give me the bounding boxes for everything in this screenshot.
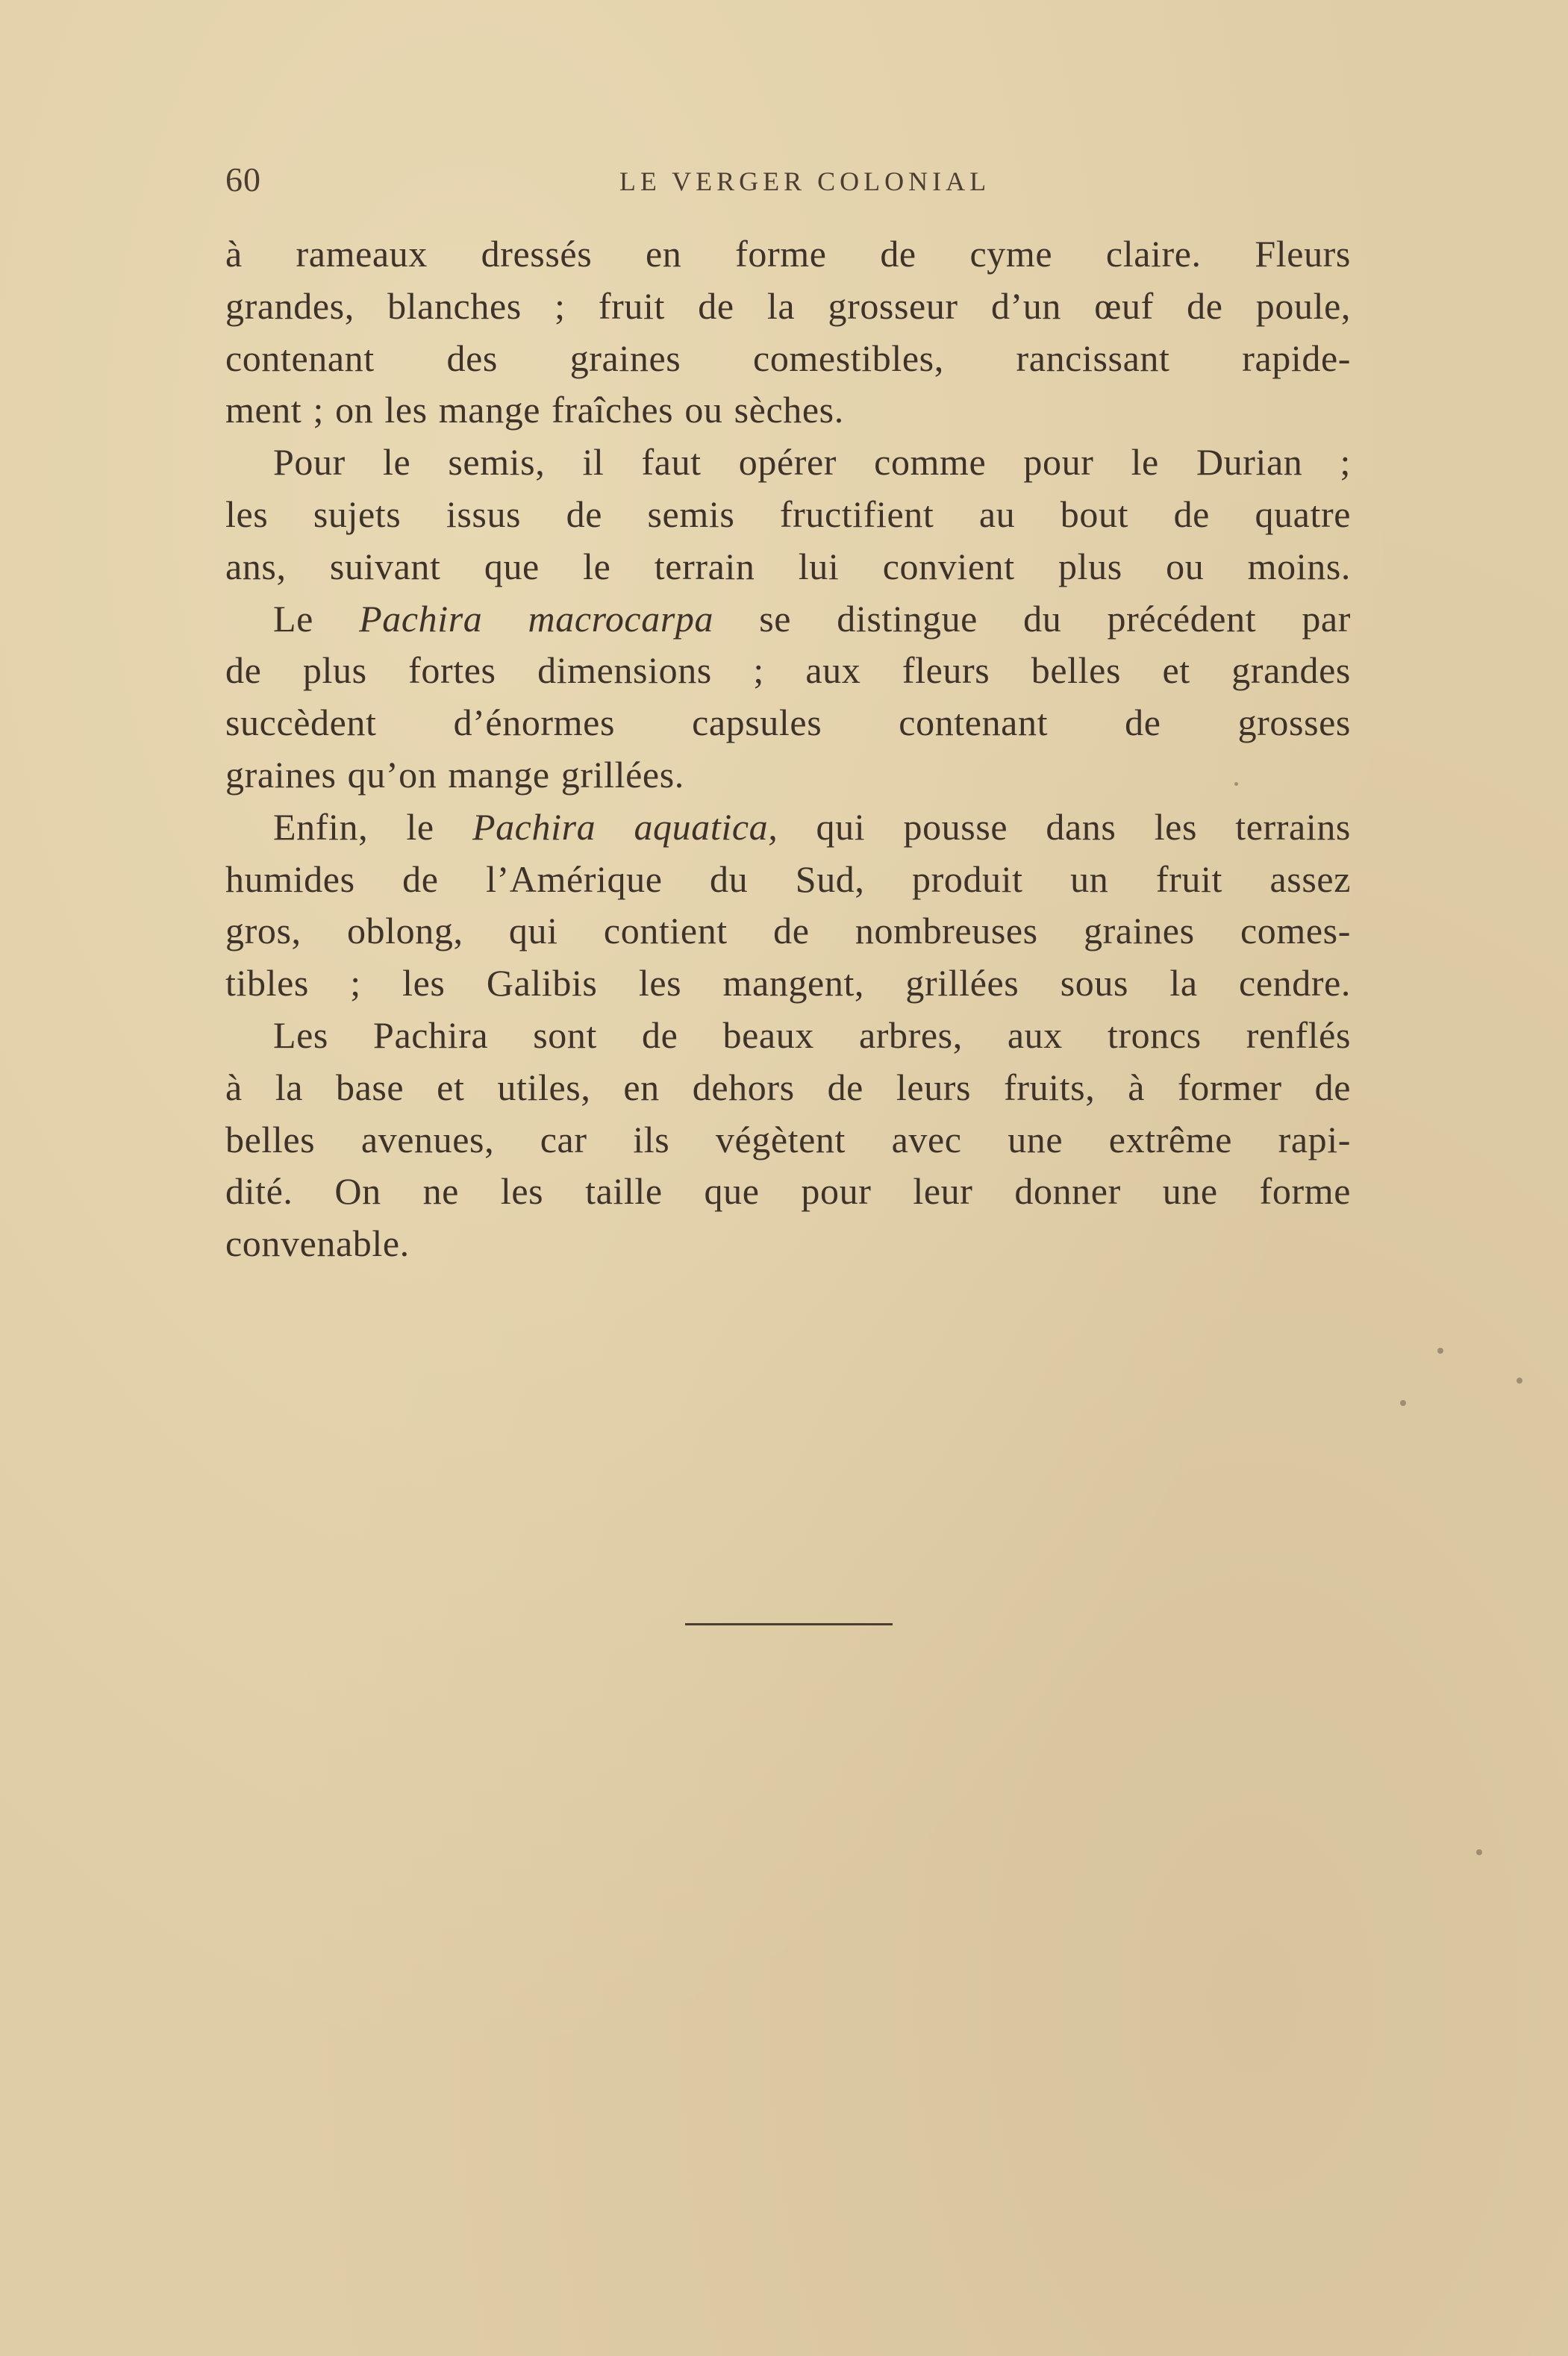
text-line: les sujets issus de semis fructifient au bout de quatre <box>225 493 1351 535</box>
text-line: à la base et utiles, en dehors de leurs fruits, à former de <box>225 1066 1351 1108</box>
body-text <box>225 228 1351 1270</box>
running-head <box>225 160 1351 204</box>
paper-speck <box>1234 782 1238 786</box>
text-line: dité. On ne les taille que pour leur donner une forme <box>225 1170 1351 1213</box>
text-line: à rameaux dressés en forme de cyme claire. Fleurs <box>225 233 1351 275</box>
page-number: 60 <box>225 160 261 199</box>
species-name-italic: Pachira aquatica, <box>472 805 778 848</box>
text-line: belles avenues, car ils végètent avec une extrême rapi- <box>225 1118 1351 1160</box>
text-line <box>225 802 1351 854</box>
paper-speck <box>1437 1348 1443 1354</box>
paper-speck <box>1476 1849 1482 1855</box>
text-line: grandes, blanches ; fruit de la grosseur d’un œuf de poule, <box>225 284 1351 327</box>
text-line: gros, oblong, qui contient de nombreuses graines comes- <box>225 910 1351 952</box>
text-line: tibles ; les Galibis les mangent, grillées sous la cendre. <box>225 962 1351 1004</box>
text-line: graines qu’on mange grillées. <box>225 753 684 796</box>
paper-speck <box>1400 1400 1406 1406</box>
text-line: humides de l’Amérique du Sud, produit un fruit assez <box>225 857 1351 900</box>
chapter-end-rule <box>685 1623 893 1625</box>
text-run: se distingue du précédent par <box>713 597 1351 640</box>
text-line: ment ; on les mange fraîches ou sèches. <box>225 389 844 431</box>
text-run: Enfin, le <box>273 805 472 848</box>
paper-speck <box>1517 1378 1522 1384</box>
text-run: Le <box>273 597 360 640</box>
text-line: succèdent d’énormes capsules contenant de grosses <box>225 702 1351 744</box>
text-line <box>225 593 1351 646</box>
text-line: contenant des graines comestibles, rancissant rapide- <box>225 337 1351 379</box>
text-line: de plus fortes dimensions ; aux fleurs belles et grandes <box>225 649 1351 692</box>
running-title: LE VERGER COLONIAL <box>619 166 991 196</box>
text-line: ans, suivant que le terrain lui convient plus ou moins. <box>225 545 1351 587</box>
species-name-italic: Pachira macrocarpa <box>359 597 714 640</box>
text-line: convenable. <box>225 1222 410 1265</box>
text-run: qui pousse dans les terrains <box>778 805 1351 848</box>
text-line: Pour le semis, il faut opérer comme pour le Durian ; <box>273 441 1351 484</box>
text-line: Les Pachira sont de beaux arbres, aux troncs renflés <box>273 1013 1351 1056</box>
